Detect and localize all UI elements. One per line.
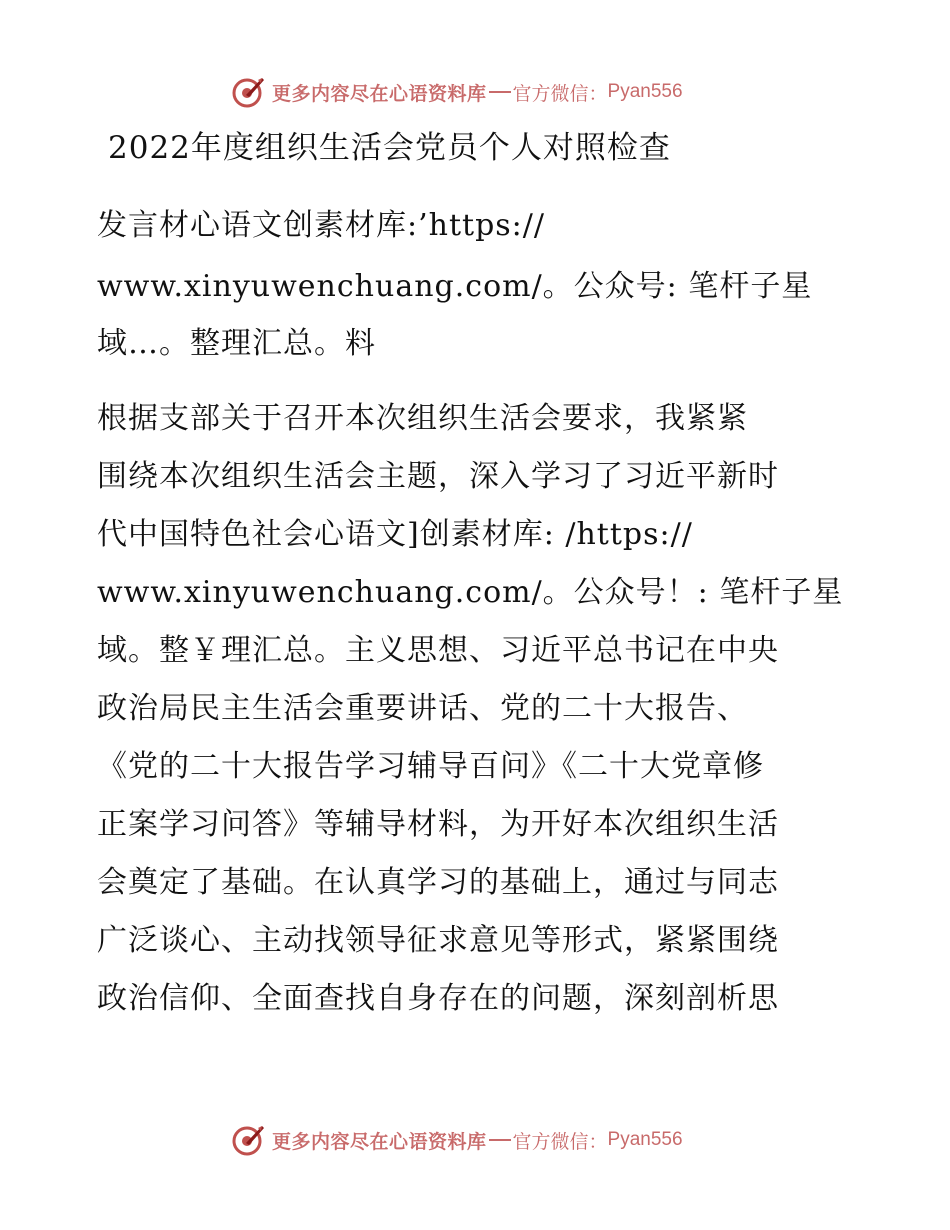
watermark-wechat-id: Pyan556 — [607, 1129, 683, 1150]
text-line: 《党的二十大报告学习辅导百问》《二十大党章修 — [97, 749, 764, 784]
watermark-official-label: 官方微信： — [512, 82, 608, 105]
header-watermark — [232, 72, 683, 112]
watermark-site-text: 更多内容尽在心语资料库 — [272, 1130, 487, 1153]
text-line: 正案学习问答》等辅导材料，为开好本次组织生活 — [97, 807, 779, 842]
watermark-dash — [489, 1139, 511, 1141]
quill-logo-icon — [232, 75, 266, 109]
watermark-wechat-id: Pyan556 — [607, 81, 683, 102]
quill-logo-icon — [232, 1123, 266, 1157]
text-line: 域。整￥理汇总。主义思想、习近平总书记在中央 — [97, 633, 779, 668]
text-line: 发言材心语文创素材库:’https:// — [97, 208, 545, 243]
watermark-official-label: 官方微信： — [512, 1130, 608, 1153]
watermark-dash — [489, 91, 511, 93]
text-line: 政治信仰、全面查找自身存在的问题，深刻剖析思 — [97, 981, 779, 1016]
text-line: www.xinyuwenchuang.com/。公众号: 笔杆子星 — [97, 269, 813, 304]
text-line: 根据支部关于召开本次组织生活会要求，我紧紧 — [97, 401, 748, 436]
text-line: 围绕本次组织生活会主题，深入学习了习近平新时 — [97, 459, 779, 494]
text-line: 广泛谈心、主动找领导征求意见等形式，紧紧围绕 — [97, 923, 779, 958]
text-line: www.xinyuwenchuang.com/。公众号！: 笔杆子星 — [97, 575, 844, 610]
watermark-site-text: 更多内容尽在心语资料库 — [272, 82, 487, 105]
text-line: 会奠定了基础。在认真学习的基础上，通过与同志 — [97, 865, 779, 900]
document-title: 2022年度组织生活会党员个人对照检查 — [108, 130, 671, 166]
text-line: 代中国特色社会心语文]创素材库: /https:// — [97, 517, 693, 552]
text-line: 域…。整理汇总。料 — [97, 326, 376, 361]
footer-watermark — [232, 1120, 683, 1160]
text-line: 政治局民主生活会重要讲话、党的二十大报告、 — [97, 691, 748, 726]
